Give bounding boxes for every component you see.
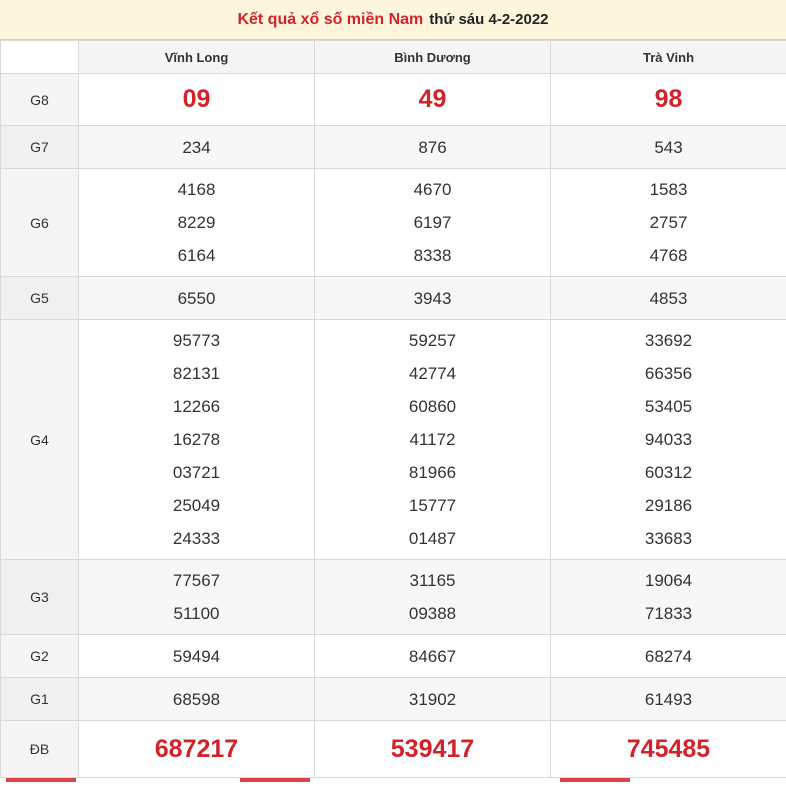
number: 8338 — [315, 239, 550, 272]
province-header-1: Bình Dương — [315, 41, 551, 74]
number: 4768 — [551, 239, 786, 272]
footer-accent-strip — [0, 778, 786, 786]
number: 687217 — [79, 733, 314, 766]
prize-cell — [551, 320, 786, 560]
accent-middle — [240, 778, 310, 782]
number: 61493 — [551, 683, 786, 716]
number: 19064 — [551, 564, 786, 597]
prize-cell — [315, 635, 551, 678]
prize-cell — [315, 74, 551, 126]
table-row — [1, 560, 786, 635]
prize-cell — [315, 320, 551, 560]
number: 68274 — [551, 640, 786, 673]
page-header — [0, 0, 786, 40]
prize-cell — [79, 678, 315, 721]
prize-label: ĐB — [1, 721, 79, 778]
number: 95773 — [79, 324, 314, 357]
number: 12266 — [79, 390, 314, 423]
number: 876 — [315, 131, 550, 164]
prize-cell — [79, 560, 315, 635]
prize-cell — [551, 277, 786, 320]
number: 94033 — [551, 423, 786, 456]
number: 1583 — [551, 173, 786, 206]
prize-label: G5 — [1, 277, 79, 320]
prize-cell — [551, 560, 786, 635]
number: 16278 — [79, 423, 314, 456]
number: 81966 — [315, 456, 550, 489]
number: 59494 — [79, 640, 314, 673]
number: 234 — [79, 131, 314, 164]
prize-cell — [79, 126, 315, 169]
prize-cell — [79, 721, 315, 778]
number: 31165 — [315, 564, 550, 597]
results-table — [0, 40, 786, 778]
prize-cell — [551, 126, 786, 169]
table-row — [1, 635, 786, 678]
number: 09388 — [315, 597, 550, 630]
number: 2757 — [551, 206, 786, 239]
table-row — [1, 320, 786, 560]
table-row — [1, 126, 786, 169]
number: 09 — [79, 83, 314, 116]
header-blank — [1, 41, 79, 74]
province-header-0: Vĩnh Long — [79, 41, 315, 74]
prize-label: G3 — [1, 560, 79, 635]
table-row — [1, 678, 786, 721]
prize-label: G4 — [1, 320, 79, 560]
table-row — [1, 169, 786, 277]
number: 49 — [315, 83, 550, 116]
number: 6164 — [79, 239, 314, 272]
prize-label: G6 — [1, 169, 79, 277]
number: 98 — [551, 83, 786, 116]
number: 543 — [551, 131, 786, 164]
number: 60860 — [315, 390, 550, 423]
prize-cell — [315, 678, 551, 721]
prize-cell — [551, 678, 786, 721]
prize-label: G1 — [1, 678, 79, 721]
table-row — [1, 277, 786, 320]
number: 6550 — [79, 282, 314, 315]
number: 66356 — [551, 357, 786, 390]
number: 77567 — [79, 564, 314, 597]
prize-cell — [315, 277, 551, 320]
number: 29186 — [551, 489, 786, 522]
prize-cell — [79, 169, 315, 277]
prize-cell — [315, 721, 551, 778]
table-row — [1, 721, 786, 778]
prize-cell — [551, 169, 786, 277]
number: 01487 — [315, 522, 550, 555]
prize-cell — [315, 560, 551, 635]
prize-cell — [315, 126, 551, 169]
table-header-row — [1, 41, 786, 74]
prize-cell — [551, 74, 786, 126]
number: 84667 — [315, 640, 550, 673]
prize-label: G8 — [1, 74, 79, 126]
prize-cell — [315, 169, 551, 277]
number: 33692 — [551, 324, 786, 357]
number: 71833 — [551, 597, 786, 630]
number: 25049 — [79, 489, 314, 522]
number: 42774 — [315, 357, 550, 390]
page-title: Kết quả xổ số miền Nam — [237, 11, 423, 29]
number: 41172 — [315, 423, 550, 456]
prize-cell — [551, 635, 786, 678]
number: 68598 — [79, 683, 314, 716]
table-row — [1, 74, 786, 126]
number: 6197 — [315, 206, 550, 239]
prize-cell — [79, 635, 315, 678]
accent-right — [560, 778, 630, 782]
number: 4853 — [551, 282, 786, 315]
number: 3943 — [315, 282, 550, 315]
number: 82131 — [79, 357, 314, 390]
number: 59257 — [315, 324, 550, 357]
number: 24333 — [79, 522, 314, 555]
page-date: thứ sáu 4-2-2022 — [429, 11, 548, 28]
number: 8229 — [79, 206, 314, 239]
number: 53405 — [551, 390, 786, 423]
number: 4670 — [315, 173, 550, 206]
number: 31902 — [315, 683, 550, 716]
number: 4168 — [79, 173, 314, 206]
number: 60312 — [551, 456, 786, 489]
accent-left — [6, 778, 76, 782]
number: 03721 — [79, 456, 314, 489]
number: 539417 — [315, 733, 550, 766]
prize-cell — [79, 277, 315, 320]
province-header-2: Trà Vinh — [551, 41, 786, 74]
prize-label: G7 — [1, 126, 79, 169]
number: 51100 — [79, 597, 314, 630]
number: 15777 — [315, 489, 550, 522]
number: 745485 — [551, 733, 786, 766]
prize-cell — [79, 74, 315, 126]
prize-cell — [79, 320, 315, 560]
number: 33683 — [551, 522, 786, 555]
prize-label: G2 — [1, 635, 79, 678]
prize-cell — [551, 721, 786, 778]
